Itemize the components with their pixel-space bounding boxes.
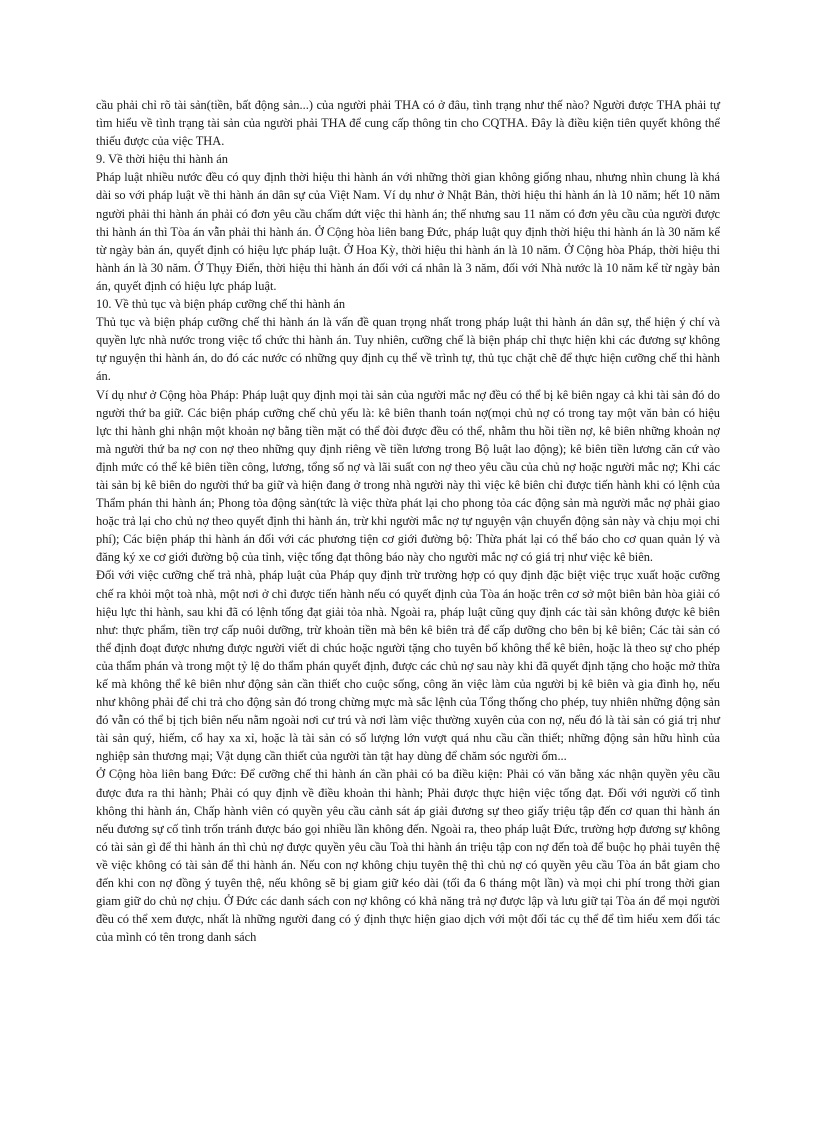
paragraph-germany: Ở Cộng hòa liên bang Đức: Để cưỡng chế thi hành án cần phải có ba điều kiện: Phải có văn bằng xác nhận quyền yêu cầu được đưa ra thi hành; Phải có quy định về điều khoản thi hành; Phải được thực hiện việc tống đạt. Đối với người cố tình không thi hành án, Chấp hành viên có quyền yêu cầu cảnh sát áp giải đương sự theo giấy triệu tập đến cơ quan thi hành án nếu đương sự cố tình trốn tránh được báo gọi nhiều lần không đến. Ngoài ra, theo pháp luật Đức, trường hợp đương sự không có tài sản gì để thi hành án thì chủ nợ được quyền yêu cầu Toà thi hành án triệu tập con nợ đến toà để buộc họ phải tuyên thệ về việc không có tài sản để thi hành án. Nếu con nợ không chịu tuyên thệ thì chủ nợ có quyền yêu cầu Tòa án bắt giam cho đến khi con nợ đồng ý tuyên thệ, nếu không sẽ bị giam giữ kéo dài (tối đa 6 tháng một lần) và mọi chi phí trong thời gian giam giữ do chủ nợ chịu. Ở Đức các danh sách con nợ không có khả năng trả nợ được lập và lưu giữ tại Tòa án để mọi người đều có thể xem được, nhất là những người đang có ý định thực hiện giao dịch với một đối tác cụ thể để tìm hiểu xem đối tác của mình có tên trong danh sách xyxy=(96,767,720,945)
paragraph-intro: cầu phải chỉ rõ tài sản(tiền, bất động sản...) của người phải THA có ở đâu, tình trạng như thế nào? Người được THA phải tự tìm hiểu về tình trạng tài sản của người phải THA để cung cấp thông tin cho CQTHA. Đây là điều kiện tiên quyết không thể thiếu được của việc THA. xyxy=(96,98,720,149)
paragraph-statute-of-limitations: Pháp luật nhiều nước đều có quy định thời hiệu thi hành án với những thời gian không giống nhau, nhưng nhìn chung là khá dài so với pháp luật về thi hành án dân sự của Việt Nam. Ví dụ như ở Nhật Bản, thời hiệu thi hành án là 10 năm; hết 10 năm người phải thi hành án phải có đơn yêu cầu chấm dứt việc thi hành án; thế nhưng sau 11 năm có đơn yêu cầu của người được thi hành án thì Tòa án vẫn phải thi hành án. Ở Cộng hòa liên bang Đức, pháp luật quy định thời hiệu thi hành án là 30 năm kể từ ngày bản án, quyết định có hiệu lực pháp luật. Ở Hoa Kỳ, thời hiệu thi hành án là 10 năm. Ở Cộng hòa Pháp, thời hiệu thi hành án là 30 năm. Ở Thụy Điển, thời hiệu thi hành án đối với cá nhân là 3 năm, đối với Nhà nước là 10 năm kể từ ngày bản án, quyết định có hiệu lực pháp luật. xyxy=(96,170,720,293)
document-page xyxy=(96,96,720,946)
paragraph-enforcement-intro: Thủ tục và biện pháp cưỡng chế thi hành án là vấn đề quan trọng nhất trong pháp luật thi hành án dân sự, thể hiện ý chí và quyền lực nhà nước trong việc tổ chức thi hành án. Tuy nhiên, cưỡng chế là biện pháp chỉ thực hiện khi các đương sự không tự nguyện thi hành án, do đó các nước có những quy định cụ thể về trình tự, thủ tục chặt chẽ để thực hiện cưỡng chế thi hành án. xyxy=(96,315,720,384)
paragraph-france-housing: Đối với việc cưỡng chế trả nhà, pháp luật của Pháp quy định trừ trường hợp có quy định đặc biệt việc trục xuất hoặc cưỡng chế ra khỏi một toà nhà, một nơi ở chỉ được tiến hành nếu có quyết định của Tòa án hoặc trên cơ sở một biên bản hòa giải có hiệu lực thi hành, sau khi đã có lệnh tống đạt giải tỏa nhà. Ngoài ra, pháp luật cũng quy định các tài sản không được kê biên như: thực phẩm, tiền trợ cấp nuôi dưỡng, trừ khoản tiền mà bên kê biên trả để cấp dưỡng cho bên bị kê biên; Các tài sản có thể định đoạt được nhưng được người viết di chúc hoặc người tặng cho tuyên bố không thể kê biên, hoặc là theo sự cho phép của thẩm phán và trong một tỷ lệ do thẩm phán quyết định, được các chủ nợ sau này khi đã quyết định tặng cho hoặc mở thừa kế mà không thể kê biên như động sản cần thiết cho cuộc sống, công ăn việc làm của người bị kê biên và gia đình họ, nếu như không phải để chi trả cho động sản đó trong chừng mực mà sắc lệnh của Tổng thống cho phép, tuy nhiên những động sản đó vẫn có thể bị tịch biên nếu nằm ngoài nơi cư trú và nơi làm việc thường xuyên của con nợ, nếu đó là tài sản có giá trị như tài sản quý, hiếm, cổ hay xa xỉ, hoặc là tài sản có số lượng lớn vượt quá nhu cầu cần thiết; những động sản hữu hình của nghiệp sản thương mại; Vật dụng cần thiết của người tàn tật hay dùng để chăm sóc người ốm... xyxy=(96,568,721,764)
section-heading-9: 9. Về thời hiệu thi hành án xyxy=(96,152,228,167)
paragraph-france-example: Ví dụ như ở Cộng hòa Pháp: Pháp luật quy định mọi tài sản của người mắc nợ đều có thể bị kê biên ngay cả khi tài sản đó do người thứ ba giữ. Các biện pháp cưỡng chế chủ yếu là: kê biên thanh toán nợ(mọi chủ nợ có trong tay một văn bản có hiệu lực thi hành ghi nhận một khoản nợ bằng tiền mặt có thể đòi được đều có thể, nhằm thu hồi tiền nợ, kê biên những khoản nợ mà người thứ ba nợ con nợ theo những quy định riêng về tiền lương trong Bộ luật lao động); kê biên tiền lương căn cứ vào định mức có thể kê biên tiền công, lương, tổng số nợ và lãi suất con nợ theo yêu cầu của chủ nợ hoặc người mắc nợ; Khi các tài sản bị kê biên do người thứ ba giữ và hiện đang ở trong nhà người này thì việc kê biên chỉ được tiến hành khi có lệnh của Thẩm phán thi hành án; Phong tỏa động sản(tức là việc thừa phát lại cho phong tỏa các động sản mà người mắc nợ phải giao hoặc trả lại cho chủ nợ theo quyết định thi hành án, trừ khi người mắc nợ tự nguyện vận chuyển động sản này và chịu mọi chi phí); Các biện pháp thi hành án đối với các phương tiện cơ giới đường bộ: Thừa phát lại có thể báo cho cơ quan quản lý và đăng ký xe cơ giới đường bộ của tỉnh, việc tống đạt thông báo này cho người mắc nợ có giá trị như việc kê biên. xyxy=(96,387,720,565)
section-heading-10: 10. Về thủ tục và biện pháp cưỡng chế thi hành án xyxy=(96,297,346,312)
